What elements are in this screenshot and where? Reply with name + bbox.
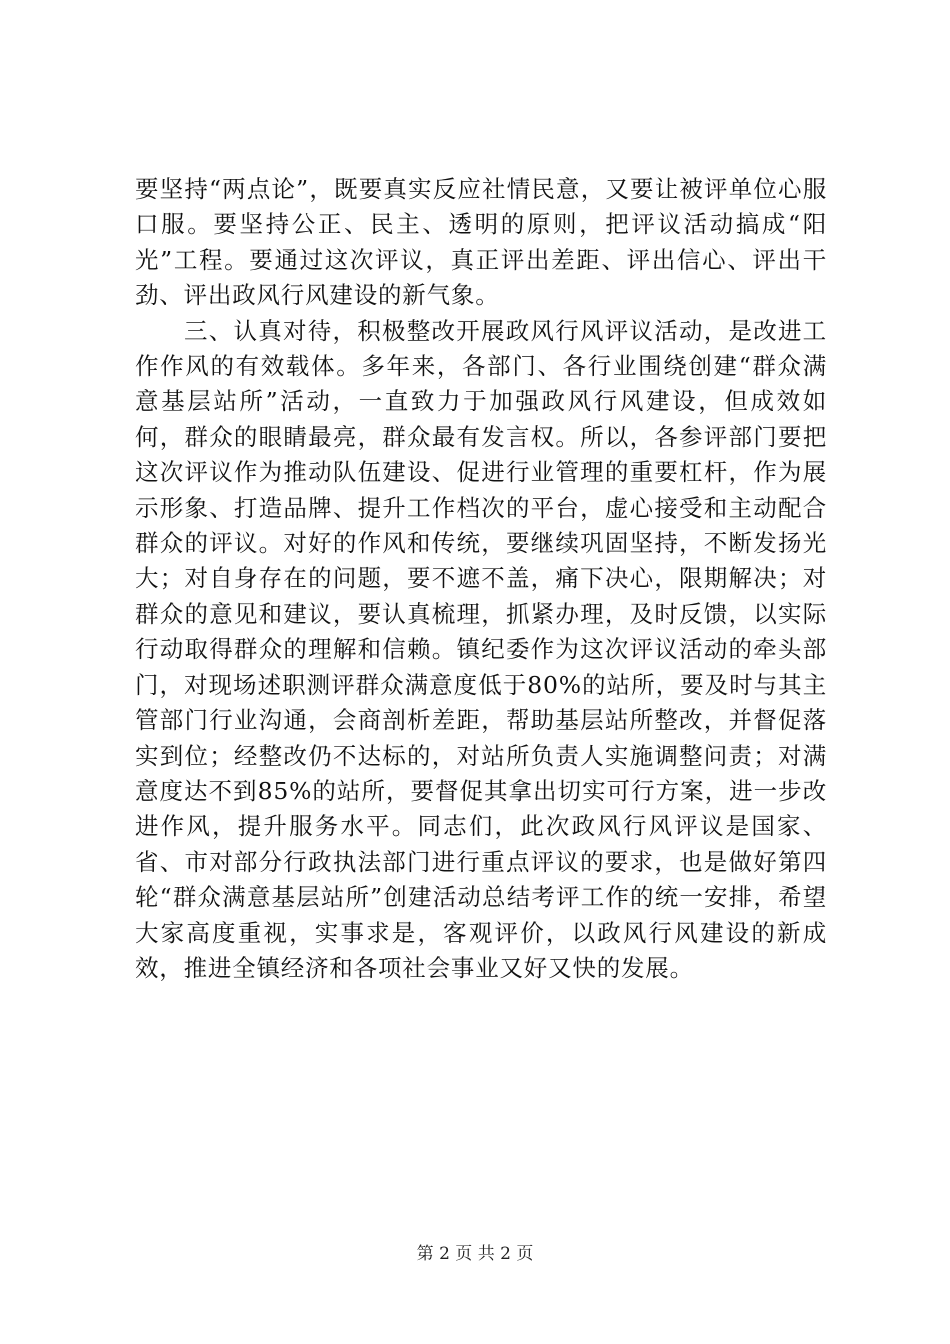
document-body [135,172,827,986]
page-footer: 第 2 页 共 2 页 [416,1244,534,1264]
paragraph-2: 三、认真对待，积极整改开展政风行风评议活动，是改进工作作风的有效载体。多年来，各部门、各行业围绕创建“群众满意基层站所”活动，一直致力于加强政风行风建设，但成效如何，群众的眼睛最亮，群众最有发言权。所以，各参评部门要把这次评议作为推动队伍建设、促进行业管理的重要杠杆，作为展示形象、打造品牌、提升工作档次的平台，虚心接受和主动配合群众的评议。对好的作风和传统，要继续巩固坚持，不断发扬光大；对自身存在的问题，要不遮不盖，痛下决心，限期解决；对群众的意见和建议，要认真梳理，抓紧办理，及时反馈，以实际行动取得群众的理解和信赖。镇纪委作为这次评议活动的牵头部门，对现场述职测评群众满意度低于80%的站所，要及时与其主管部门行业沟通，会商剖析差距，帮助基层站所整改，并督促落实到位；经整改仍不达标的，对站所负责人实施调整问责；对满意度达不到85%的站所，要督促其拿出切实可行方案，进一步改进作风，提升服务水平。同志们，此次政风行风评议是国家、省、市对部分行政执法部门进行重点评议的要求，也是做好第四轮“群众满意基层站所”创建活动总结考评工作的统一安排，希望大家高度重视，实事求是，客观评价，以政风行风建设的新成效，推进全镇经济和各项社会事业又好又快的发展。 [135,316,827,982]
paragraph-1: 要坚持“两点论”，既要真实反应社情民意，又要让被评单位心服口服。要坚持公正、民主、透明的原则，把评议活动搞成“阳光”工程。要通过这次评议，真正评出差距、评出信心、评出干劲、评出政风行风建设的新气象。 [135,175,827,310]
